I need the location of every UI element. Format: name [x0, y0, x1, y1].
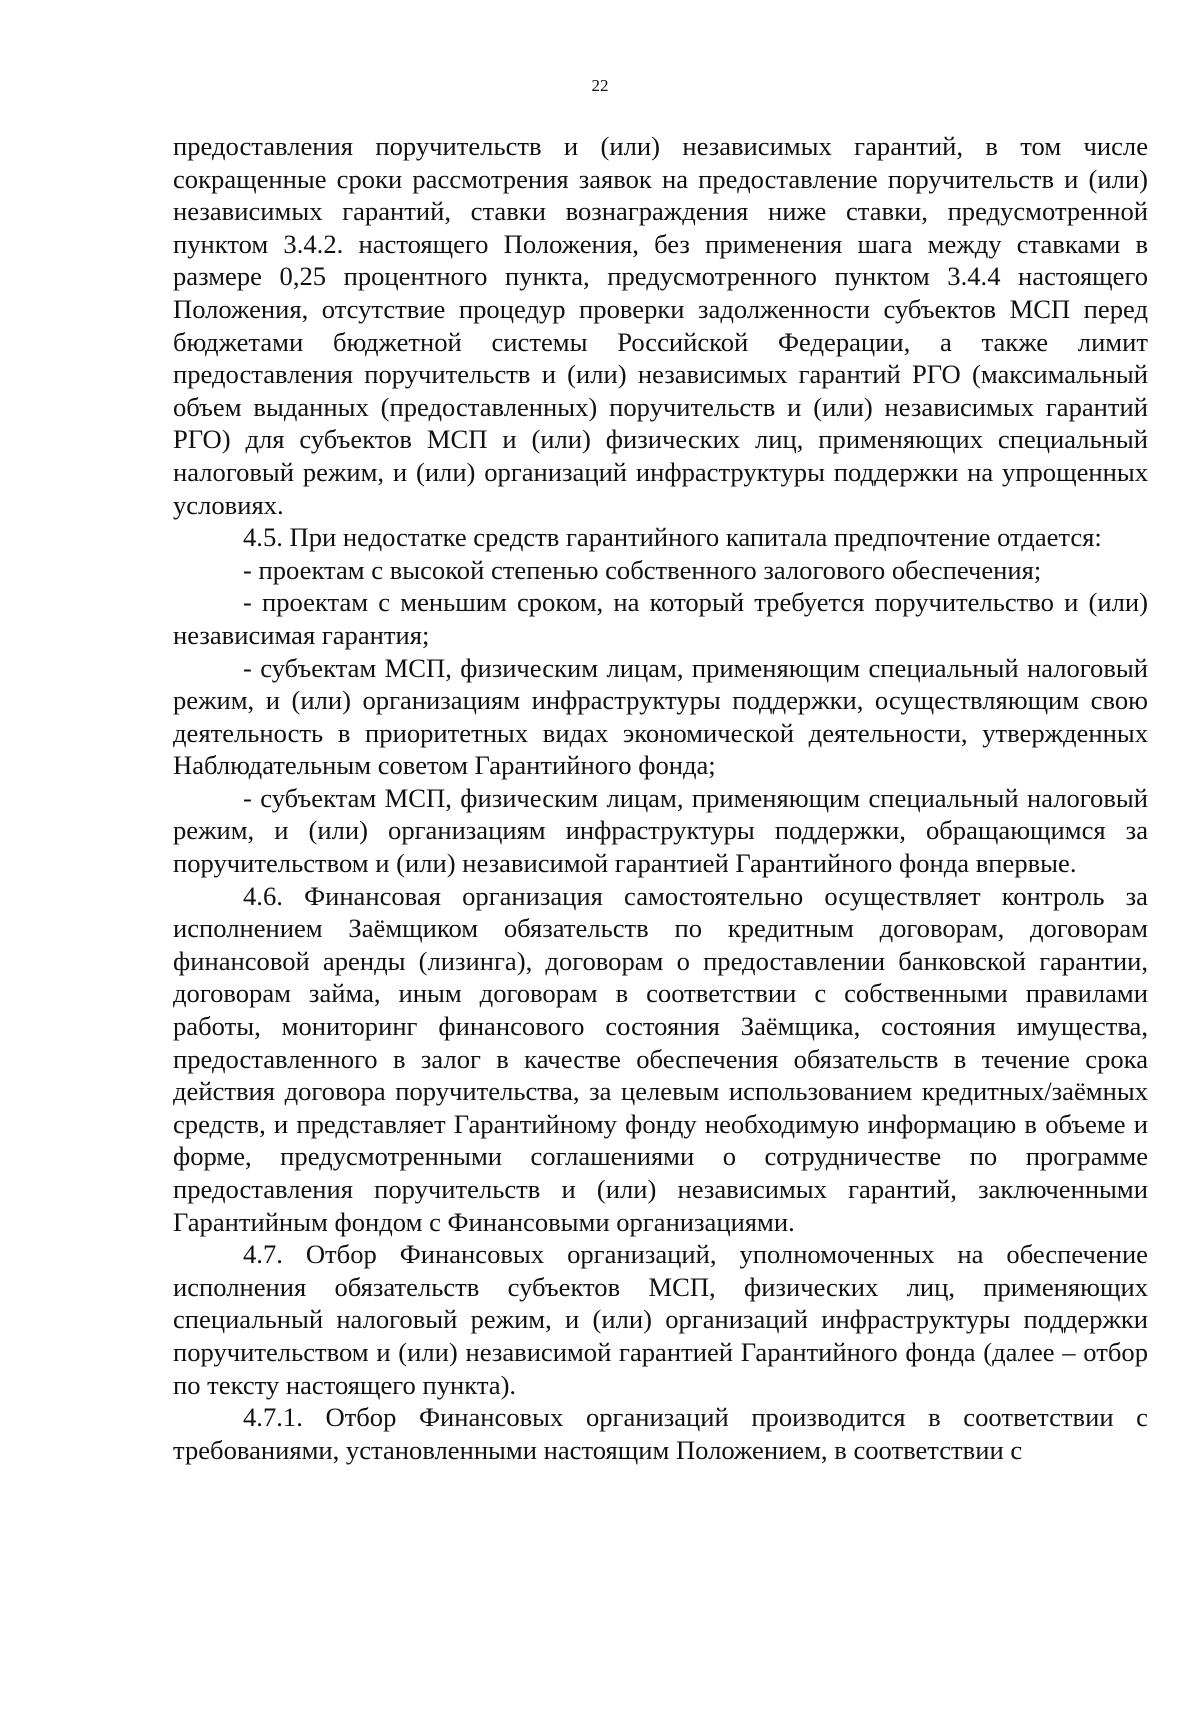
- paragraph-4-7: 4.7. Отбор Финансовых организаций, уполномоченных на обеспечение исполнения обязательств субъектов МСП, физических лиц, применяющих специальный налоговый режим, и (или) организаций инфраструктуры поддержки поручительством и (или) независимой гарантией Гарантийного фонда (далее – отбор по тексту настоящего пункта).: [173, 1239, 1148, 1400]
- paragraph-4-6: 4.6. Финансовая организация самостоятельно осуществляет контроль за исполнением Заёмщиком обязательств по кредитным договорам, договорам финансовой аренды (лизинга), договорам о предоставлении банковской гарантии, договорам займа, иным договорам в соответствии с собственными правилами работы, мониторинг финансового состояния Заёмщика, состояния имущества, предоставленного в залог в качестве обеспечения обязательств в течение срока действия договора поручительства, за целевым использованием кредитных/заёмных средств, и представляет Гарантийному фонду необходимую информацию в объеме и форме, предусмотренными соглашениями о сотрудничестве по программе предоставления поручительств и (или) независимых гарантий, заключенными Гарантийным фондом с Финансовыми организациями.: [173, 880, 1148, 1237]
- document-body: [173, 130, 1148, 1466]
- paragraph-4-7-1: 4.7.1. Отбор Финансовых организаций производится в соответствии с требованиями, установленными настоящим Положением, в соответствии с: [173, 1402, 1148, 1465]
- list-item-4-5-2: - проектам с меньшим сроком, на который требуется поручительство и (или) независимая гарантия;: [173, 587, 1148, 650]
- list-item-4-5-1: - проектам с высокой степенью собственного залогового обеспечения;: [243, 554, 1042, 585]
- list-item-4-5-3: - субъектам МСП, физическим лицам, применяющим специальный налоговый режим, и (или) организациям инфраструктуры поддержки, осуществляющим свою деятельность в приоритетных видах экономической деятельности, утвержденных Наблюдательным советом Гарантийного фонда;: [173, 652, 1148, 781]
- paragraph-continuation: предоставления поручительств и (или) независимых гарантий, в том числе сокращенные сроки рассмотрения заявок на предоставление поручительств и (или) независимых гарантий, ставки вознаграждения ниже ставки, предусмотренной пунктом 3.4.2. настоящего Положения, без применения шага между ставками в размере 0,25 процентного пункта, предусмотренного пунктом 3.4.4 настоящего Положения, отсутствие процедур проверки задолженности субъектов МСП перед бюджетами бюджетной системы Российской Федерации, а также лимит предоставления поручительств и (или) независимых гарантий РГО (максимальный объем выданных (предоставленных) поручительств и (или) независимых гарантий РГО) для субъектов МСП и (или) физических лиц, применяющих специальный налоговый режим, и (или) организаций инфраструктуры поддержки на упрощенных условиях.: [173, 131, 1148, 520]
- page-number: 22: [591, 76, 609, 95]
- list-item-4-5-4: - субъектам МСП, физическим лицам, применяющим специальный налоговый режим, и (или) организациям инфраструктуры поддержки, обращающимся за поручительством и (или) независимой гарантией Гарантийного фонда впервые.: [173, 782, 1148, 879]
- paragraph-4-5: 4.5. При недостатке средств гарантийного капитала предпочтение отдается:: [243, 522, 1102, 553]
